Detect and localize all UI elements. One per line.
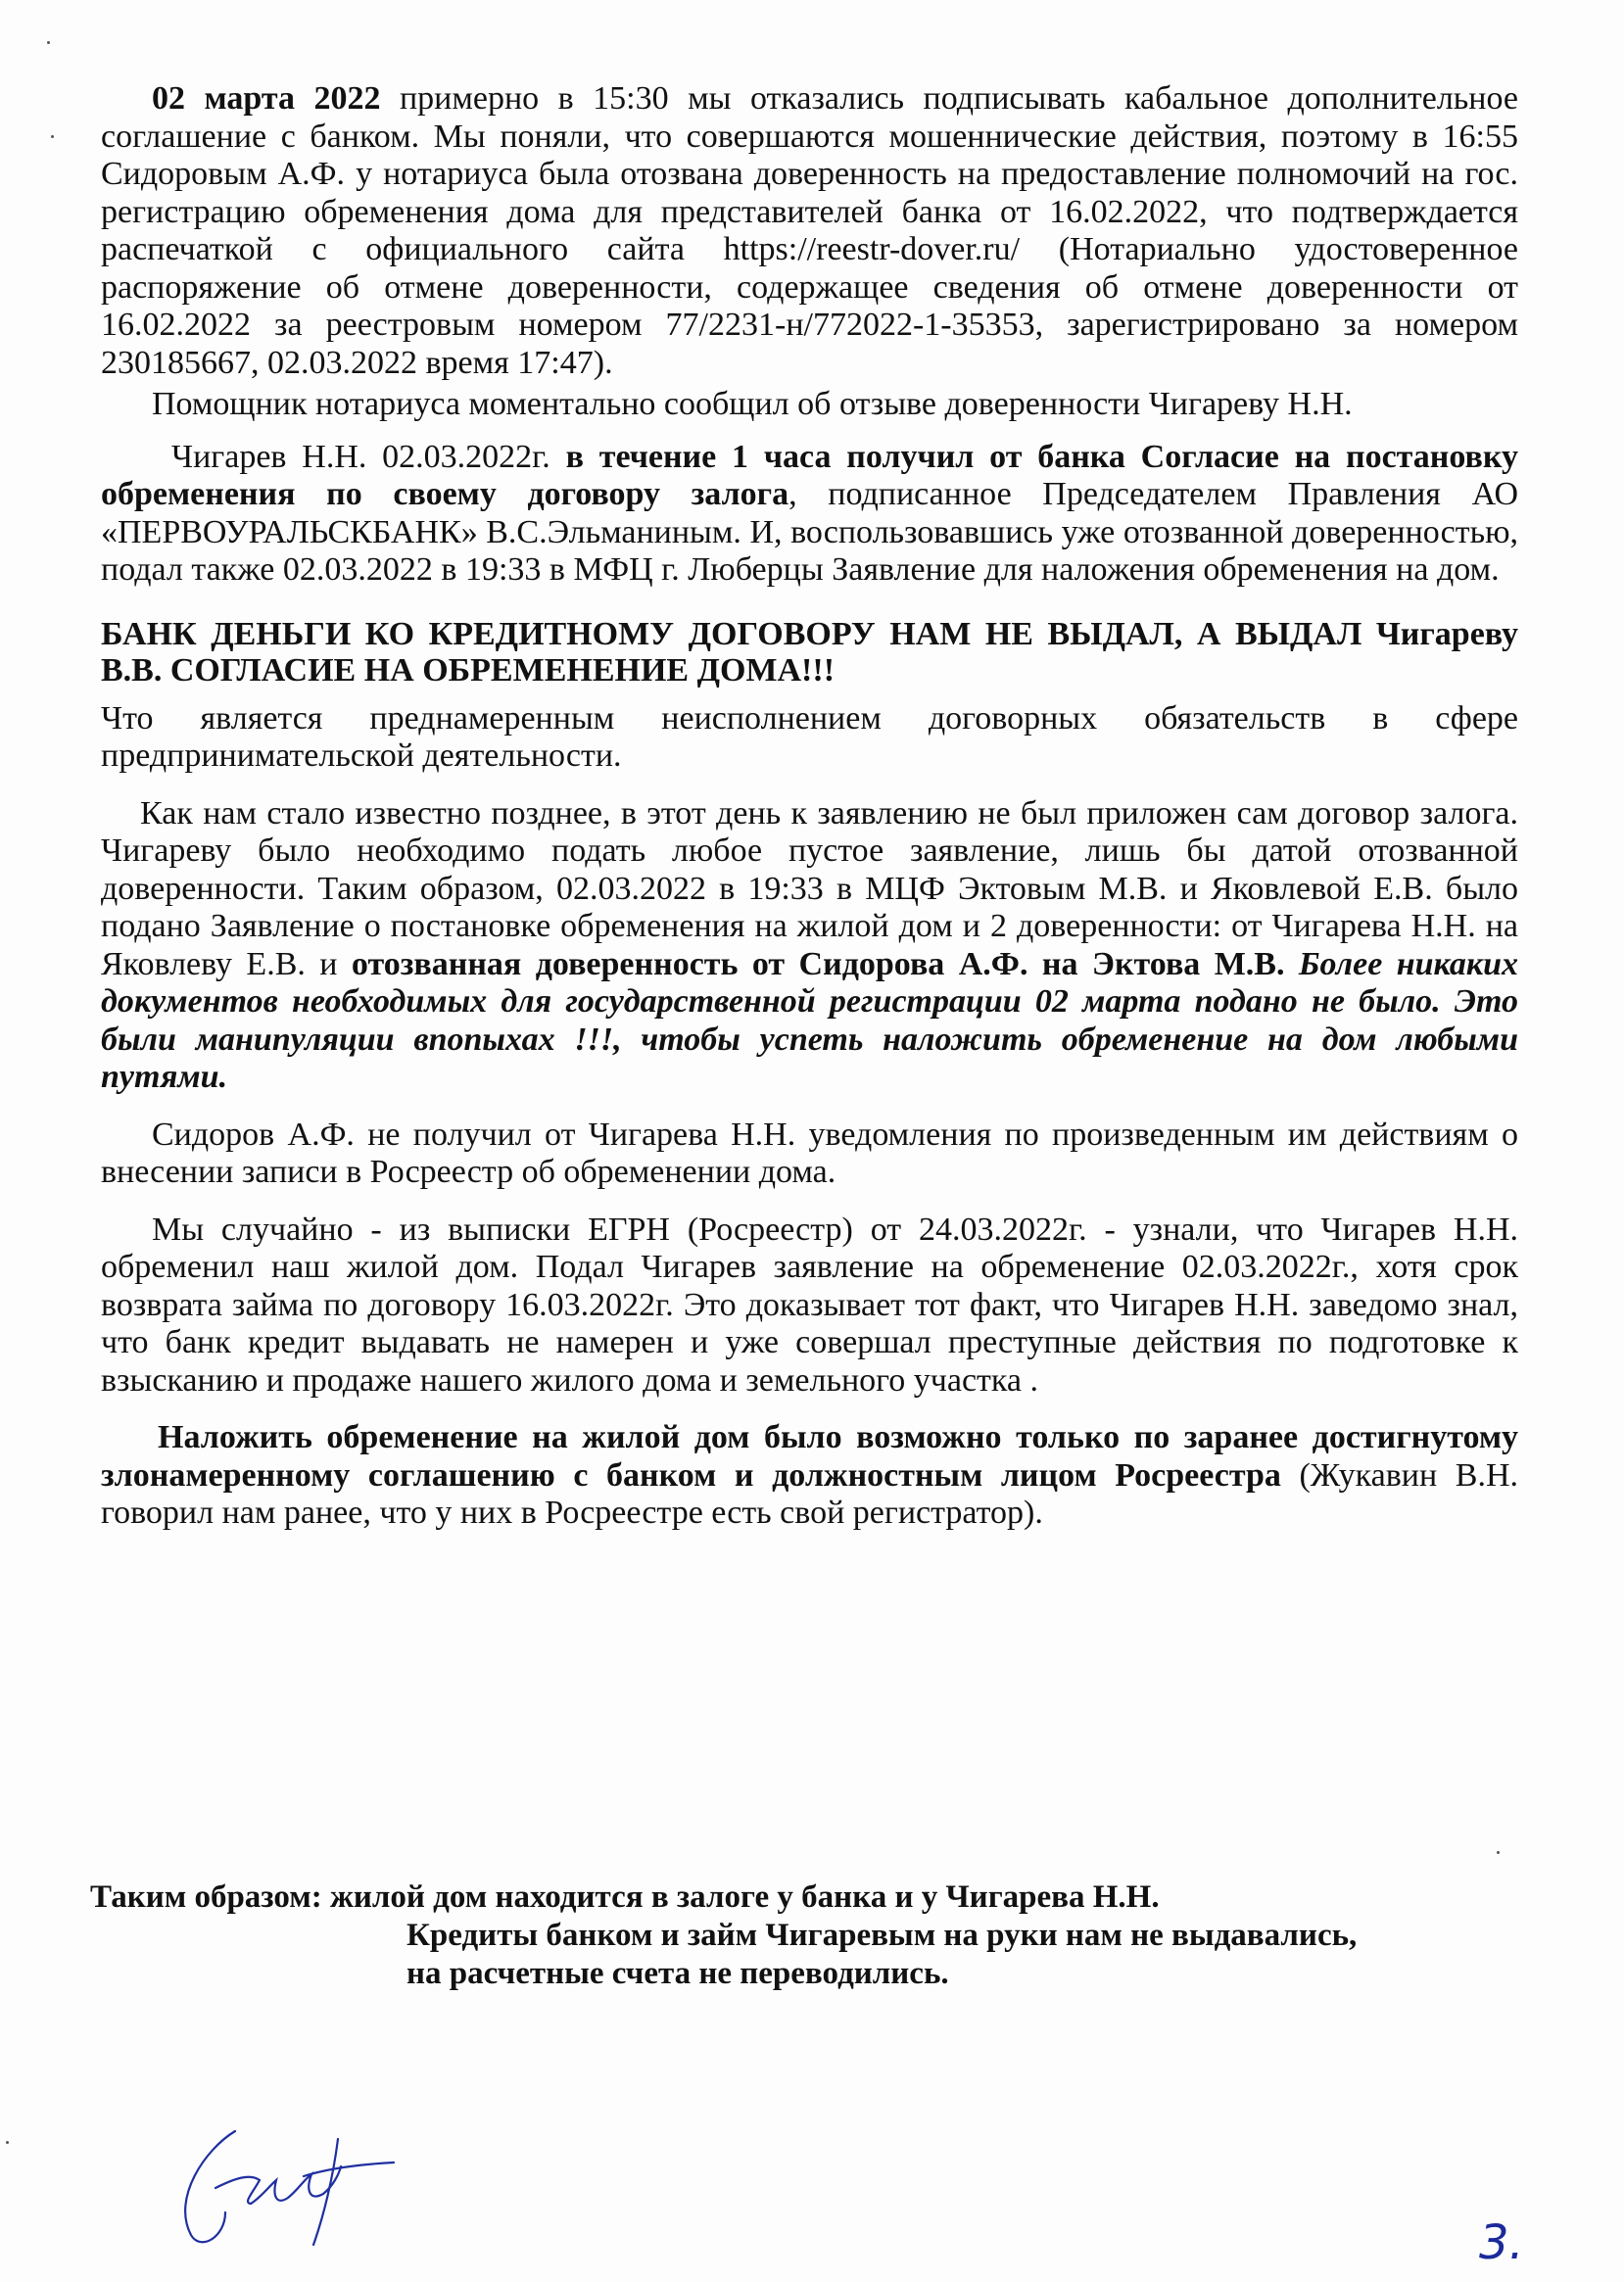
paragraph-9 (101, 1419, 1518, 1533)
paragraph-2 (101, 386, 1518, 424)
text-run: Сидоров А.Ф. не получил от Чигарева Н.Н. уведомления по произведенным им действиям о внесении записи в Росреестр об обременении дома. (101, 1116, 1518, 1190)
paragraph-7 (101, 1117, 1518, 1192)
paragraph-5 (101, 700, 1518, 776)
text-run: Более никаких документов необходимых для государственной регистрации 02 марта подано не было. Это были манипуляции впопыхах !!!, чтобы успеть наложить обременение на дом любыми путями. (101, 945, 1519, 1095)
signature (167, 2119, 402, 2257)
text-run: Мы случайно - из выписки ЕГРН (Росреестр) от 24.03.2022г. - узнали, что Чигарев Н.Н. обременил наш жилой дом. Подал Чигарев заявление на обременение 02.03.2022г., хотя срок возврата займа по договору 16.03.2022г. Это доказывает тот факт, что Чигарев Н.Н. заведомо знал, что банк кредит выдавать не намерен и уже совершал преступные действия по подготовке к взысканию и продаже нашего жилого дома и земельного участка . (101, 1211, 1518, 1399)
text-run (1284, 946, 1298, 982)
text-run: Наложить обременение на жилой дом было возможно только по заранее достигнутому злонамеренному соглашению с банком и должностным лицом Росреестра (101, 1419, 1518, 1494)
summary-line-3: на расчетные счета не переводились. (406, 1956, 949, 1991)
scan-speck (6, 2141, 9, 2144)
bank-statement-heading (101, 616, 1518, 689)
paragraph-8 (101, 1212, 1518, 1401)
text-run: Что является преднамеренным неисполнением договорных обязательств в сфере предпринимательской деятельности. (101, 699, 1518, 774)
paragraph-6 (101, 795, 1518, 1097)
text-run: БАНК ДЕНЬГИ КО КРЕДИТНОМУ ДОГОВОРУ НАМ НЕ ВЫДАЛ, А ВЫДАЛ Чигареву В.В. СОГЛАСИЕ НА ОБРЕМЕНЕНИЕ ДОМА!!! (101, 615, 1518, 689)
text-run: отозванная доверенность от Сидорова А.Ф. на Эктова М.В. (351, 945, 1285, 982)
summary-block (90, 1878, 1357, 1993)
text-run: в течение 1 часа получил от банка Согласие на постановку обременения по своему договору залога (101, 438, 1518, 512)
scan-speck (51, 135, 54, 138)
document-body (101, 80, 1518, 1533)
paragraph-3 (101, 439, 1518, 590)
text-run: 02 марта 2022 (152, 80, 381, 117)
text-run: Как нам стало известно позднее, в этот день к заявлению не был приложен сам договор залога. Чигареву было необходимо подать любое пустое заявление, лишь бы датой отозванной доверенности. Таким образом, 02.03.2022 в 19:33 в МЦФ Эктовым М.В. и Яковлевой Е.В. было подано Заявление о постановке обременения на жилой дом и 2 доверенности: от Чигарева Н.Н. на Яковлеву Е.В. и (101, 794, 1518, 982)
text-run: Чигарев Н.Н. 02.03.2022г. (171, 438, 566, 475)
scan-speck (1497, 1851, 1500, 1854)
text-run: Помощник нотариуса моментально сообщил об отзыве доверенности Чигареву Н.Н. (152, 386, 1353, 422)
text-run: примерно в 15:30 мы отказались подписывать кабальное дополнительное соглашение с банком. Мы поняли, что совершаются мошеннические действия, поэтому в 16:55 Сидоровым А.Ф. у нотариуса была отозвана доверенность на предоставление полномочий на гос. регистрацию обременения дома для представителей банка от 16.02.2022, что подтверждается распечаткой с официального сайта https://reestr-dover.ru/ (Нотариально удостоверенное распоряжение об отмене доверенности, содержащее сведения об отмене доверенности от 16.02.2022 за реестровым номером 77/2231-н/772022-1-35353, зарегистрировано за номером 230185667, 02.03.2022 время 17:47). (101, 80, 1518, 381)
summary-line-2: Кредиты банком и займ Чигаревым на руки нам не выдавались, (406, 1918, 1358, 1953)
text-run: , подписанное Председателем Правления АО «ПЕРВОУРАЛЬСКБАНК» В.С.Эльманиным. И, воспользовавшись уже отозванной доверенностью, подал также 02.03.2022 в 19:33 в МФЦ г. Люберцы Заявление для наложения обременения на дом. (101, 476, 1518, 588)
scan-speck (47, 41, 50, 44)
text-run: (Жукавин В.Н. говорил нам ранее, что у них в Росреестре есть свой регистратор). (101, 1456, 1518, 1531)
page-number: 3. (1479, 2215, 1524, 2270)
paragraph-1 (101, 80, 1518, 382)
summary-line-1: Таким образом: жилой дом находится в залоге у банка и у Чигарева Н.Н. (90, 1879, 1160, 1915)
